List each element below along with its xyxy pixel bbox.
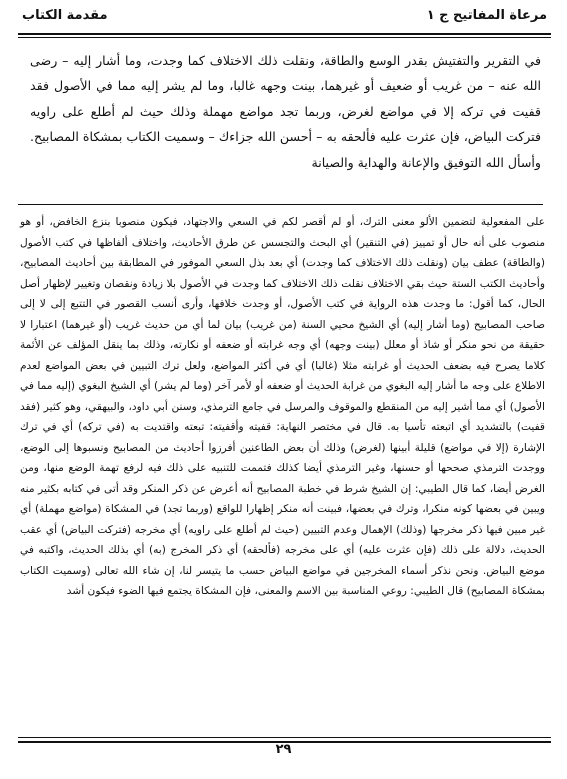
header-rule-thick xyxy=(18,33,551,35)
book-title: مرعاة المفاتيح ج ١ xyxy=(426,8,547,23)
main-paragraph: في التقرير والتفتيش بقدر الوسع والطاقة، ونقلت ذلك الاختلاف كما وجدت، وما أشار إليه – رضى الله عنه – من غريب أو ضعيف أو غيرهما، بينت وجهه غالبا، وما لم يشر إليه مما في الأصول فقد قفيت في تركه إلا في مواضع لغرض، وربما تجد مواضع مهملة وذلك حيث لم أطلع على راويه فتركت البياض، فإن عثرت عليه فألحقه به – أحسن الله جزاءك – وسميت الكتاب بمشكاة المصابيح. وأسأل الله التوفيق والإعانة والهداية والصيانة xyxy=(30,53,541,170)
commentary-paragraph: على المفعولية لتضمين الألو معنى الترك، أو لم أقصر لكم في السعي والاجتهاد، فيكون منصوبا بنزع الخافض، أو هو منصوب على أنه حال أو تمييز (في التنقير) أي البحث والتجسس عن طرق الأحاديث، واختلاف ألفاظها في كتب الأصول (والطاقة) عطف بيان (ونقلت ذلك الاختلاف كما وجدت) أي بعد بذل السعي الموفور في المطابقة بين أحاديث المصابيح، وأحاديث الكتب الستة حيث بقي الاختلاف نقلت ذلك الاختلاف كما وجدت في الأصول بلا زيادة ونقصان وتغيير لإظهار أصل الحال، كما أقول: ما وجدت هذه الرواية في كتب الأصول، أو وجدت خلافها، وأرى أنسب القصور في التتبع إلى لا إلى صاحب المصابيح (وما أشار إليه) أي الشيخ محيي السنة (من غريب) بيان لما أي من حديث غريب (أو غيرهما) اعتبارا لا حقيقة من نحو منكر أو شاذ أو معلل (بينت وجهه) أي وجه غرابته أو ضعفه أو نكارته، وذلك بما ينقل المؤلف عن الأئمة كلاما يصرح فيه بضعف الحديث أو غرابته مثلا (غالبا) أي في أكثر المواضع، ولعل ترك التبيين في بعض المواضع لعدم الاطلاع على وجه ما أشار إليه البغوي من غرابة الحديث أو ضعفه أو لأمر آخر (وما لم يشر) أي الشيخ البغوي (إليه مما في الأصول) أي مما أشير إليه من المنقطع والموقوف والمرسل في جامع الترمذي، وسنن أبي داود، والبيهقي، وهو كثير (فقد قفيت) بالتشديد أي اتبعته تأسيا به. قال في مختصر النهاية: قفيته وأقفيته: تبعته واقتديت به (في تركه) أي في ترك الإشارة (إلا في مواضع) قليلة أبينها (لغرض) وذلك أن بعض الطاعنين أفرزوا أحاديث من المصابيح ونسبوها إلى الوضع، ووجدت الترمذي صححها أو حسنها، وغير الترمذي أيضا كذلك فتممت للتنبيه على ذلك فيه لرفع تهمة الوضع منها، ومن الغرض أيضا، كما قال الطيبي: إن الشيخ شرط في خطبة المصابيح أنه أعرض عن ذكر المنكر وقد أتى في كتابه بكثير منه ويبين في بعضها كونه منكرا، وترك في بعضها، فبينت أنه منكر إظهارا للواقع (وربما تجد) في المشكاة (مواضع مهملة) أي غير مبين فيها ذكر مخرجها (وذلك) الإهمال وعدم التبيين (حيث لم أطلع على راويه) أي مخرجه (فتركت البياض) أي عقب الحديث، دلالة على ذلك (فإن عثرت عليه) أي على مخرجه (فألحقه) أي ذكر المخرج (به) أي بذلك الحديث، واكتبه في موضع البياض. ونحن نذكر أسماء المخرجين في مواضع البياض حسب ما يتيسر لنا، إن شاء الله تعالى (وسميت الكتاب بمشكاة المصابيح) قال الطيبي: روعي المناسبة بين الاسم والمعنى، فإن المشكاة يجتمع فيها الضوء فيكون أشد xyxy=(20,216,545,597)
page-header xyxy=(14,4,553,30)
page-number: ٢٩ xyxy=(275,742,292,757)
commentary-block xyxy=(20,212,545,602)
header-rule-thin xyxy=(18,37,551,38)
footer-rule-thin xyxy=(18,737,551,738)
main-text-block xyxy=(30,48,541,175)
footnote-separator xyxy=(18,204,543,205)
section-title: مقدمة الكتاب xyxy=(22,8,108,23)
